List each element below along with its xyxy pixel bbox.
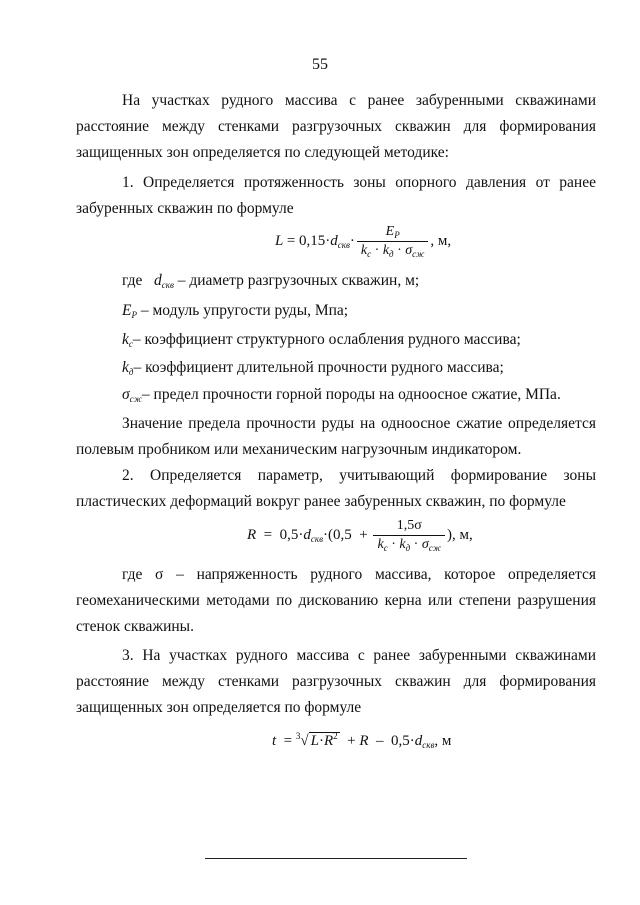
- paragraph-6-line-2: расстояние между стенками разгрузочных скважин для формирования: [76, 673, 596, 690]
- page-number: 55: [312, 56, 328, 73]
- formula-3-radicand: $L\cdot R^2$: [310, 731, 338, 749]
- paragraph-5-line-2: геомеханическими методами по дискованию керна или степени разрушения: [76, 592, 596, 609]
- definition-d-skv: где $d_{скв}$ – диаметр разгрузочных скважин, м;: [122, 272, 420, 290]
- paragraph-1-line-1: На участках рудного массива с ранее забуренными скважинами: [122, 92, 596, 109]
- paragraph-5-line-1: где σ – напряженность рудного массива, которое определяется: [122, 566, 596, 583]
- paragraph-1-line-3: защищенных зон определяется по следующей методике:: [76, 144, 449, 161]
- paragraph-3-line-2: полевым пробником или механическим нагрузочным индикатором.: [76, 441, 522, 458]
- paragraph-4-line-1: 2. Определяется параметр, учитывающий формирование зоны: [122, 467, 596, 484]
- formula-2-fraction: $\frac{1,5\sigma}{k_c \cdot k_д \cdot \sigma_{сж}}$: [373, 518, 445, 553]
- paragraph-3-line-1: Значение предела прочности руды на одноосное сжатие определяется: [122, 415, 596, 432]
- definition-sigma-sj: $\sigma_{сж}-$ предел прочности горной породы на одноосное сжатие, МПа.: [122, 386, 561, 404]
- paragraph-5-line-3: стенок скважины.: [76, 618, 194, 635]
- paragraph-6-line-3: защищенных зон определяется по формуле: [76, 699, 362, 716]
- definition-k-d: $k_д-$ коэффициент длительной прочности рудного массива;: [122, 359, 504, 377]
- footer-rule: [205, 858, 467, 859]
- paragraph-2-line-1: 1. Определяется протяженность зоны опорного давления от ранее: [122, 174, 596, 191]
- paragraph-2-line-2: забуренных скважин по формуле: [76, 200, 294, 217]
- formula-2: $R = 0,5\cdot d_{скв}\cdot(0,5$ + $\frac{1,5\sigma}{k_c \cdot k_д \cdot \sigma_{сж}}$ ), м,: [247, 518, 473, 553]
- paragraph-6-line-1: 3. На участках рудного массива с ранее забуренными скважинами: [122, 647, 596, 664]
- definition-k-c: $k_c-$ коэффициент структурного ослабления рудного массива;: [122, 331, 521, 349]
- paragraph-1-line-2: расстояние между стенками разгрузочных скважин для формирования: [76, 118, 596, 135]
- definition-e-p: $E_P$ – модуль упругости руды, Мпа;: [122, 302, 349, 320]
- formula-1-fraction: $\frac{E_P}{k_c \cdot k_д \cdot \sigma_{сж}}$: [357, 224, 429, 259]
- formula-1: $L = 0,15\cdot d_{скв}\cdot$ $\frac{E_P}{k_c \cdot k_д \cdot \sigma_{сж}}$ , м,: [275, 224, 452, 259]
- formula-3: t = $^3$√ $L\cdot R^2 + R - 0,5\cdot d_{скв}$, м: [272, 731, 452, 750]
- paragraph-4-line-2: пластических деформаций вокруг ранее забуренных скважин, по формуле: [76, 493, 566, 510]
